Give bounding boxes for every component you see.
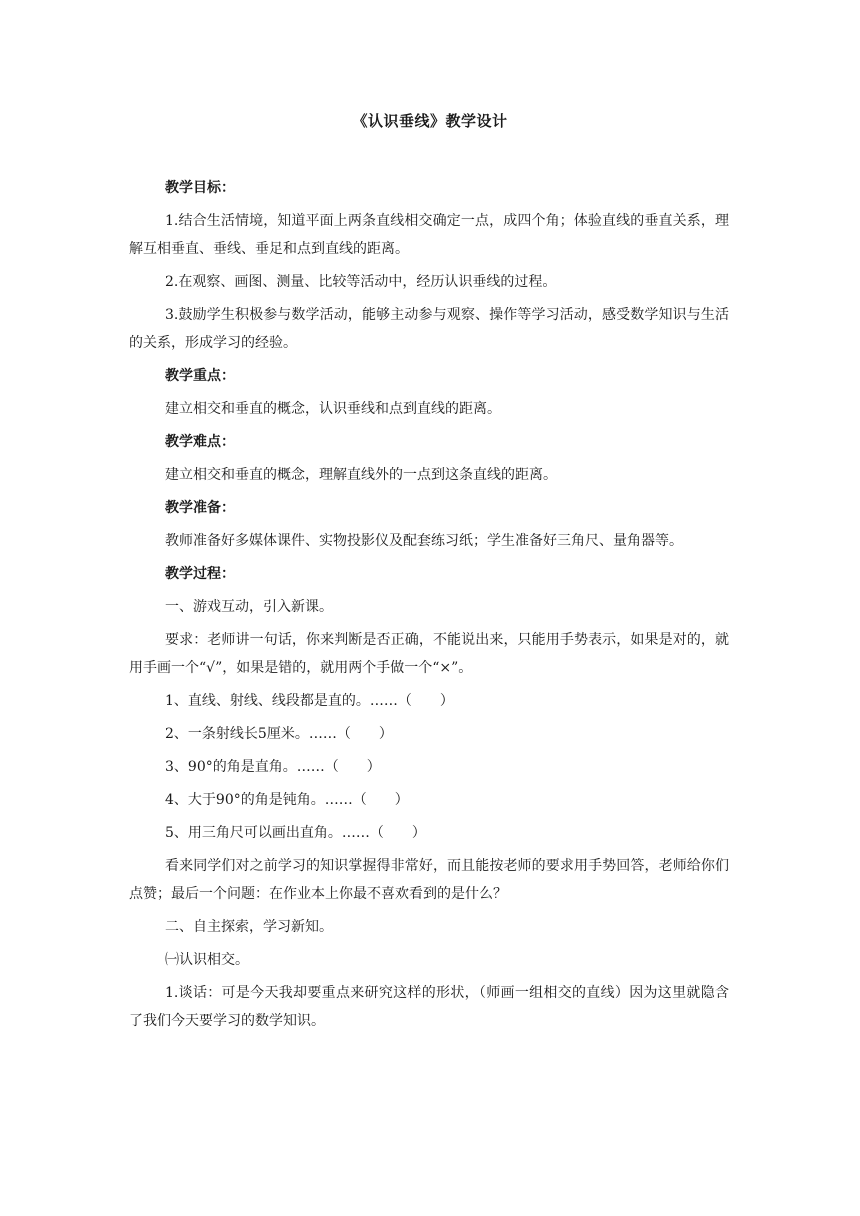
difficulty-text: 建立相交和垂直的概念，理解直线外的一点到这条直线的距离。 xyxy=(165,467,557,483)
document-title: 《认识垂线》教学设计 xyxy=(352,112,508,130)
summary-text: 看来同学们对之前学习的知识掌握得非常好，而且能按老师的要求用手势回答，老师给你们点赞；最后一个问题：在作业本上你最不喜欢看到的是什么？ xyxy=(129,858,729,902)
question-3: 3、90°的角是直角。……（ ） xyxy=(165,759,381,775)
prep-text: 教师准备好多媒体课件、实物投影仪及配套练习纸；学生准备好三角尺、量角器等。 xyxy=(165,533,683,549)
prep-heading: 教学准备： xyxy=(165,500,235,516)
goal-2: 2.在观察、画图、测量、比较等活动中，经历认识垂线的过程。 xyxy=(165,274,557,290)
goal-3: 3.鼓励学生积极参与数学活动，能够主动参与观察、操作等学习活动，感受数学知识与生活的关系，形成学习的经验。 xyxy=(129,307,729,351)
requirement-text: 要求：老师讲一句话，你来判断是否正确，不能说出来，只能用手势表示，如果是对的，就用手画一个“√”，如果是错的，就用两个手做一个“×”。 xyxy=(129,632,729,676)
sub-step-1: ㈠认识相交。 xyxy=(165,952,249,968)
document-body xyxy=(129,174,729,1040)
question-5: 5、用三角尺可以画出直角。……（ ） xyxy=(165,825,426,841)
difficulty-heading: 教学难点： xyxy=(165,434,235,450)
question-4: 4、大于90°的角是钝角。……（ ） xyxy=(165,792,409,808)
process-heading: 教学过程： xyxy=(165,566,235,582)
step-2: 二、自主探索，学习新知。 xyxy=(165,919,333,935)
key-heading: 教学重点： xyxy=(165,368,235,384)
talk-text: 1.谈话：可是今天我却要重点来研究这样的形状，（师画一组相交的直线）因为这里就隐含了我们今天要学习的数学知识。 xyxy=(129,985,729,1029)
goals-heading: 教学目标： xyxy=(165,180,235,196)
goal-1: 1.结合生活情境，知道平面上两条直线相交确定一点，成四个角；体验直线的垂直关系，理解互相垂直、垂线、垂足和点到直线的距离。 xyxy=(129,213,729,257)
question-1: 1、直线、射线、线段都是直的。……（ ） xyxy=(165,693,454,709)
key-text: 建立相交和垂直的概念，认识垂线和点到直线的距离。 xyxy=(165,401,501,417)
step-1: 一、游戏互动，引入新课。 xyxy=(165,599,333,615)
question-2: 2、一条射线长5厘米。……（ ） xyxy=(165,726,393,742)
